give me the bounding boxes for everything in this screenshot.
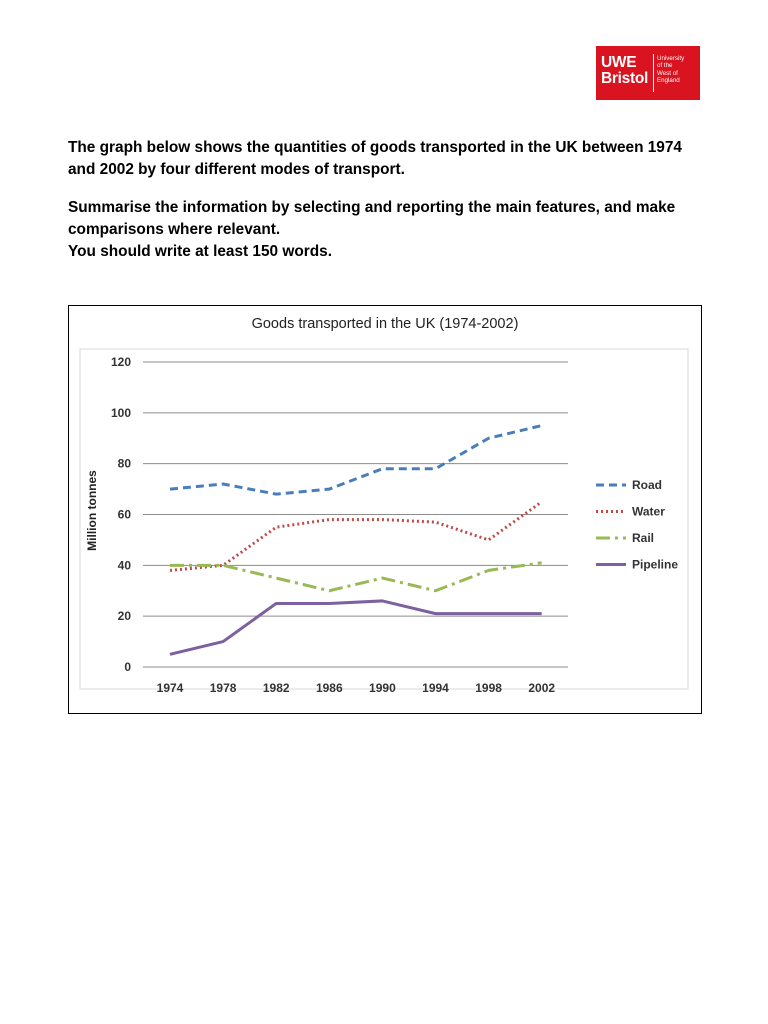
logo-sub-line: West of [657, 69, 678, 77]
line-chart [68, 305, 702, 714]
task-word-count-text: You should write at least 150 words. [68, 243, 332, 260]
x-tick-label: 1998 [475, 681, 502, 695]
x-tick-label: 2002 [528, 681, 556, 695]
logo-sub-line: England [657, 76, 680, 84]
series-line-pipeline [170, 601, 542, 654]
y-tick-label: 60 [117, 507, 131, 522]
series-line-road [170, 426, 542, 495]
x-tick-label: 1974 [156, 681, 184, 695]
y-axis-label: Million tonnes [85, 470, 99, 551]
logo-divider [653, 54, 654, 92]
task-instructions [68, 197, 708, 263]
y-tick-label: 120 [110, 355, 131, 369]
y-tick-label: 0 [124, 660, 131, 674]
x-tick-label: 1994 [422, 681, 449, 695]
logo-subtitle [657, 55, 684, 84]
x-tick-label: 1982 [262, 681, 290, 695]
plot-area-border [80, 349, 688, 689]
series-line-water [170, 502, 542, 571]
university-logo [596, 46, 700, 100]
y-tick-label: 80 [117, 456, 131, 471]
x-tick-label: 1978 [209, 681, 237, 695]
legend-label-water: Water [632, 504, 665, 519]
y-tick-label: 40 [117, 558, 131, 573]
series-line-rail [170, 563, 542, 591]
legend-label-road: Road [632, 478, 662, 492]
y-tick-label: 20 [117, 609, 131, 624]
chart-title: Goods transported in the UK (1974-2002) [251, 316, 519, 332]
y-tick-label: 100 [110, 405, 131, 420]
logo-wordmark [601, 55, 648, 87]
logo-sub-line: of the [657, 62, 673, 70]
logo-word: Bristol [601, 70, 648, 87]
task-description [68, 137, 708, 181]
task-summary-text: Summarise the information by selecting and reporting the main features, and make comparisons where relevant. [68, 199, 676, 238]
logo-word: UWE [601, 54, 637, 71]
logo-sub-line: University [657, 55, 685, 62]
x-tick-label: 1986 [315, 681, 343, 695]
legend-label-pipeline: Pipeline [632, 557, 679, 572]
task-intro-text: The graph below shows the quantities of goods transported in the UK between 1974 and 2002 by four different modes of transport. [68, 139, 682, 178]
x-tick-label: 1990 [369, 681, 396, 695]
legend-label-rail: Rail [632, 531, 655, 545]
